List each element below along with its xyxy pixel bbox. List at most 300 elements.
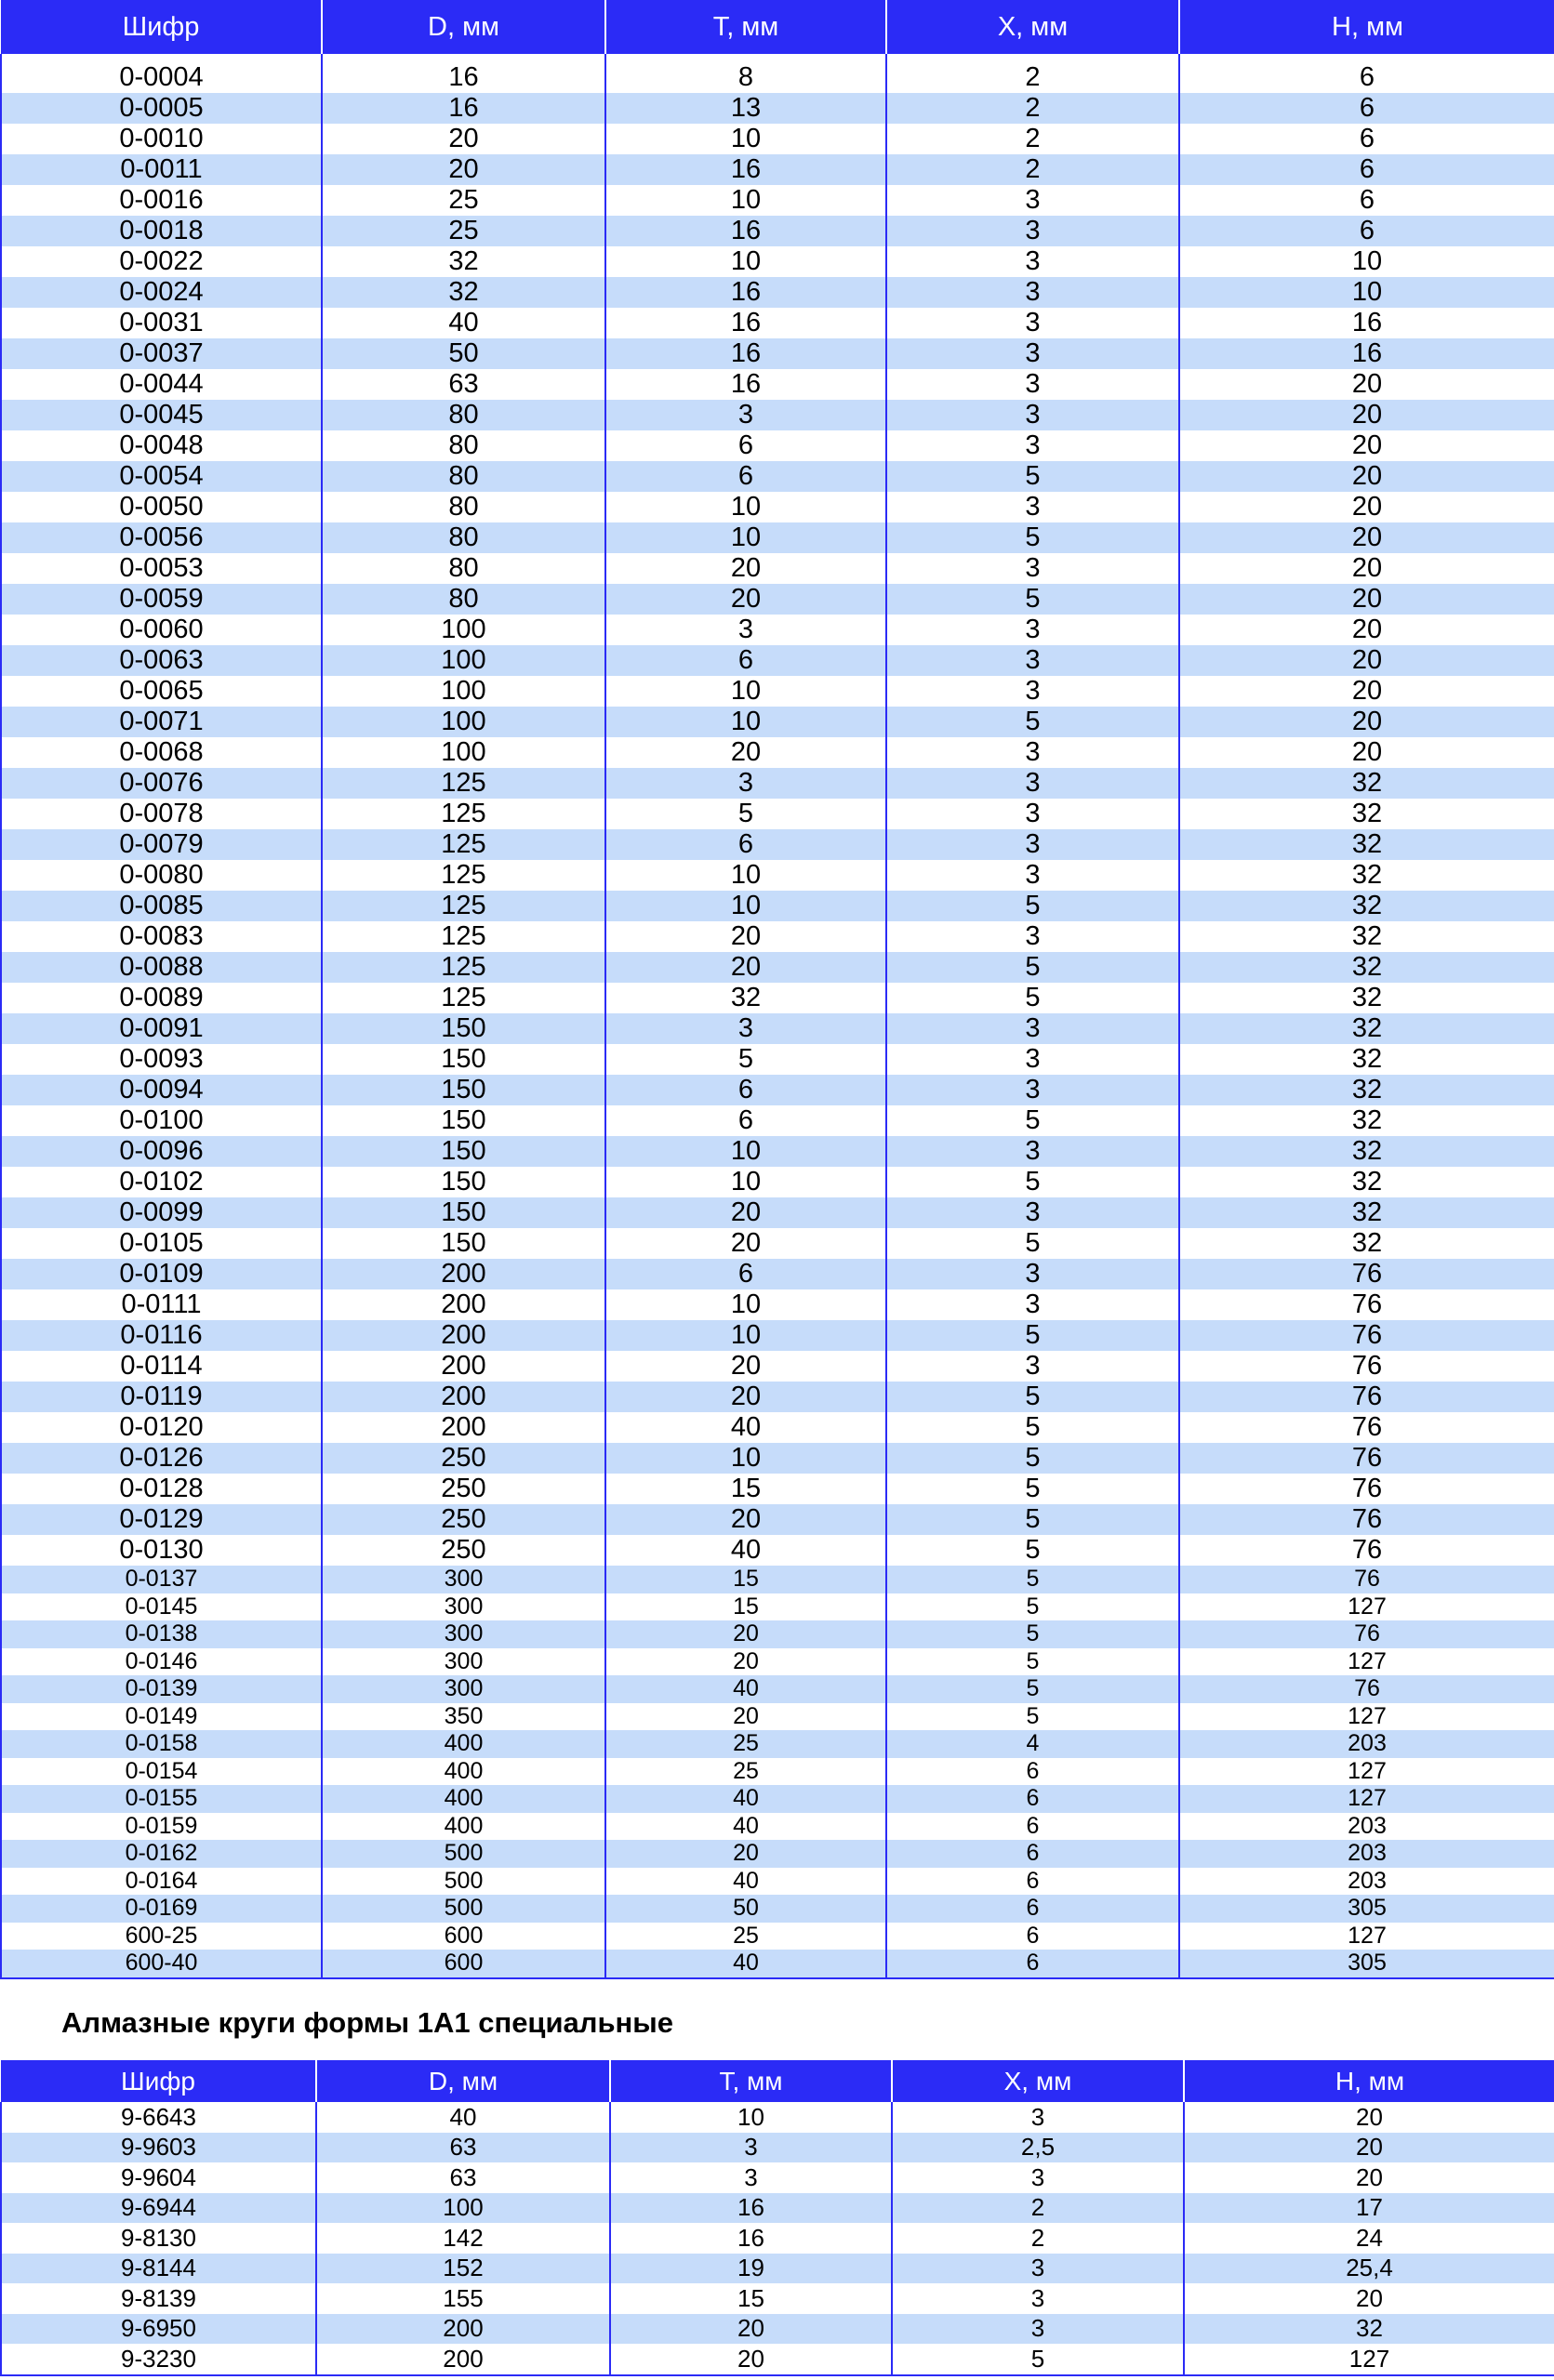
- cell-layer: 6: [886, 1868, 1179, 1896]
- table-row: [1, 1868, 1554, 1896]
- cell-hole: 6: [1179, 124, 1554, 154]
- cell-hole: 32: [1179, 860, 1554, 891]
- cell-diameter: 32: [322, 277, 605, 308]
- cell-code: 0-0093: [1, 1044, 322, 1075]
- cell-hole: 20: [1179, 461, 1554, 492]
- table-row: [1, 1648, 1554, 1676]
- cell-diameter: 150: [322, 1197, 605, 1228]
- cell-thickness: 16: [610, 2223, 892, 2254]
- cell-layer: 5: [886, 584, 1179, 615]
- cell-layer: 5: [886, 1675, 1179, 1703]
- cell-diameter: 250: [322, 1474, 605, 1504]
- cell-hole: 32: [1179, 829, 1554, 860]
- cell-layer: 3: [892, 2102, 1184, 2133]
- cell-layer: 3: [886, 1259, 1179, 1289]
- cell-hole: 16: [1179, 308, 1554, 338]
- table-row: [1, 952, 1554, 983]
- cell-thickness: 5: [605, 799, 886, 829]
- cell-diameter: 250: [322, 1504, 605, 1535]
- cell-code: 0-0016: [1, 185, 322, 216]
- cell-hole: 32: [1179, 1197, 1554, 1228]
- table-row: [1, 216, 1554, 246]
- cell-diameter: 155: [316, 2283, 610, 2314]
- cell-hole: 32: [1179, 1228, 1554, 1259]
- cell-code: 0-0088: [1, 952, 322, 983]
- cell-code: 0-0079: [1, 829, 322, 860]
- cell-layer: 5: [886, 1504, 1179, 1535]
- cell-hole: 20: [1179, 584, 1554, 615]
- table-row: [1, 2133, 1554, 2163]
- table-row: [1, 124, 1554, 154]
- cell-hole: 32: [1184, 2314, 1554, 2345]
- cell-thickness: 40: [605, 1785, 886, 1813]
- cell-diameter: 300: [322, 1593, 605, 1621]
- table-row: [1, 1167, 1554, 1197]
- cell-code: 9-9603: [1, 2133, 316, 2163]
- cell-layer: 2: [892, 2223, 1184, 2254]
- cell-layer: 5: [886, 1382, 1179, 1412]
- cell-code: 9-6950: [1, 2314, 316, 2345]
- cell-code: 0-0078: [1, 799, 322, 829]
- cell-diameter: 150: [322, 1013, 605, 1044]
- cell-hole: 17: [1184, 2193, 1554, 2224]
- table-row: [1, 1044, 1554, 1075]
- cell-thickness: 6: [605, 645, 886, 676]
- cell-thickness: 6: [605, 829, 886, 860]
- cell-code: 0-0044: [1, 369, 322, 400]
- cell-diameter: 200: [322, 1289, 605, 1320]
- cell-thickness: 10: [605, 1167, 886, 1197]
- cell-diameter: 200: [322, 1351, 605, 1382]
- cell-layer: 6: [886, 1840, 1179, 1868]
- cell-diameter: 125: [322, 891, 605, 921]
- section-title: Алмазные круги формы 1А1 специальные: [61, 2006, 673, 2039]
- cell-layer: 3: [886, 860, 1179, 891]
- cell-code: 0-0005: [1, 93, 322, 124]
- table-row: [1, 1197, 1554, 1228]
- cell-thickness: 20: [605, 952, 886, 983]
- table-row: [1, 185, 1554, 216]
- cell-layer: 2: [886, 124, 1179, 154]
- table-row: [1, 799, 1554, 829]
- table-row: [1, 2254, 1554, 2284]
- cell-code: 0-0130: [1, 1535, 322, 1566]
- cell-hole: 76: [1179, 1620, 1554, 1648]
- cell-thickness: 6: [605, 461, 886, 492]
- cell-thickness: 6: [605, 1105, 886, 1136]
- table-row: [1, 553, 1554, 584]
- spacer-cell: [322, 54, 605, 62]
- cell-diameter: 25: [322, 216, 605, 246]
- cell-diameter: 80: [322, 553, 605, 584]
- cell-hole: 20: [1179, 430, 1554, 461]
- cell-diameter: 100: [316, 2193, 610, 2224]
- column-header-layer: X, мм: [892, 2060, 1184, 2102]
- cell-hole: 32: [1179, 952, 1554, 983]
- table-row: [1, 1504, 1554, 1535]
- cell-hole: 76: [1179, 1474, 1554, 1504]
- cell-thickness: 3: [605, 615, 886, 645]
- cell-diameter: 63: [316, 2133, 610, 2163]
- cell-thickness: 40: [605, 1412, 886, 1443]
- table-row: [1, 1675, 1554, 1703]
- cell-thickness: 20: [605, 1197, 886, 1228]
- cell-thickness: 25: [605, 1923, 886, 1950]
- cell-layer: 5: [886, 1648, 1179, 1676]
- cell-thickness: 40: [605, 1675, 886, 1703]
- cell-layer: 3: [886, 308, 1179, 338]
- cell-layer: 2: [886, 154, 1179, 185]
- cell-diameter: 16: [322, 93, 605, 124]
- table-row: [1, 400, 1554, 430]
- cell-thickness: 20: [605, 921, 886, 952]
- cell-layer: 3: [886, 430, 1179, 461]
- cell-hole: 76: [1179, 1443, 1554, 1474]
- cell-code: 0-0155: [1, 1785, 322, 1813]
- table-row: [1, 369, 1554, 400]
- cell-thickness: 10: [605, 860, 886, 891]
- cell-thickness: 10: [605, 1443, 886, 1474]
- cell-hole: 20: [1179, 400, 1554, 430]
- cell-thickness: 20: [605, 1620, 886, 1648]
- table-row: [1, 1320, 1554, 1351]
- cell-hole: 305: [1179, 1895, 1554, 1923]
- column-header-thickness: T, мм: [610, 2060, 892, 2102]
- cell-diameter: 63: [322, 369, 605, 400]
- cell-layer: 5: [886, 707, 1179, 737]
- cell-hole: 20: [1184, 2133, 1554, 2163]
- table-row: [1, 338, 1554, 369]
- table-row: [1, 1730, 1554, 1758]
- cell-hole: 32: [1179, 1136, 1554, 1167]
- cell-hole: 76: [1179, 1382, 1554, 1412]
- cell-code: 0-0085: [1, 891, 322, 921]
- cell-hole: 76: [1179, 1675, 1554, 1703]
- cell-layer: 3: [886, 1013, 1179, 1044]
- cell-layer: 3: [886, 829, 1179, 860]
- cell-thickness: 20: [605, 1382, 886, 1412]
- table-row: [1, 62, 1554, 93]
- cell-thickness: 15: [605, 1474, 886, 1504]
- cell-thickness: 6: [605, 430, 886, 461]
- cell-diameter: 125: [322, 860, 605, 891]
- cell-layer: 5: [886, 1228, 1179, 1259]
- cell-code: 9-3230: [1, 2344, 316, 2375]
- cell-diameter: 40: [322, 308, 605, 338]
- cell-code: 0-0116: [1, 1320, 322, 1351]
- cell-thickness: 10: [605, 124, 886, 154]
- cell-thickness: 15: [605, 1593, 886, 1621]
- cell-layer: 2: [886, 93, 1179, 124]
- table-row: [1, 1013, 1554, 1044]
- cell-layer: 3: [892, 2254, 1184, 2284]
- cell-layer: 2: [886, 62, 1179, 93]
- cell-code: 0-0100: [1, 1105, 322, 1136]
- cell-hole: 32: [1179, 891, 1554, 921]
- cell-thickness: 10: [605, 891, 886, 921]
- cell-thickness: 40: [605, 1950, 886, 1978]
- cell-hole: 76: [1179, 1351, 1554, 1382]
- header-spacer: [1, 54, 1554, 62]
- cell-code: 0-0076: [1, 768, 322, 799]
- table-row: [1, 768, 1554, 799]
- cell-diameter: 250: [322, 1535, 605, 1566]
- cell-thickness: 6: [605, 1075, 886, 1105]
- cell-thickness: 20: [605, 1228, 886, 1259]
- table-row: [1, 1950, 1554, 1978]
- cell-code: 0-0089: [1, 983, 322, 1013]
- cell-code: 600-40: [1, 1950, 322, 1978]
- cell-code: 0-0146: [1, 1648, 322, 1676]
- cell-diameter: 125: [322, 768, 605, 799]
- cell-layer: 3: [886, 921, 1179, 952]
- cell-code: 0-0094: [1, 1075, 322, 1105]
- cell-hole: 32: [1179, 768, 1554, 799]
- cell-code: 0-0138: [1, 1620, 322, 1648]
- table-row: [1, 522, 1554, 553]
- table-row: [1, 615, 1554, 645]
- cell-thickness: 10: [605, 1136, 886, 1167]
- cell-diameter: 80: [322, 492, 605, 522]
- cell-diameter: 200: [322, 1412, 605, 1443]
- cell-layer: 3: [886, 216, 1179, 246]
- cell-code: 0-0120: [1, 1412, 322, 1443]
- cell-diameter: 150: [322, 1228, 605, 1259]
- cell-diameter: 400: [322, 1758, 605, 1786]
- cell-layer: 3: [886, 1289, 1179, 1320]
- table-row: [1, 1075, 1554, 1105]
- table-row: [1, 1289, 1554, 1320]
- cell-diameter: 500: [322, 1895, 605, 1923]
- cell-hole: 6: [1179, 216, 1554, 246]
- table-row: [1, 1840, 1554, 1868]
- cell-diameter: 16: [322, 62, 605, 93]
- cell-thickness: 10: [605, 246, 886, 277]
- table-row: [1, 1412, 1554, 1443]
- cell-code: 0-0080: [1, 860, 322, 891]
- spacer-cell: [886, 54, 1179, 62]
- cell-layer: 5: [886, 1320, 1179, 1351]
- table-row: [1, 676, 1554, 707]
- cell-code: 0-0164: [1, 1868, 322, 1896]
- cell-thickness: 19: [610, 2254, 892, 2284]
- column-header-code: Шифр: [1, 0, 322, 54]
- cell-thickness: 10: [605, 1289, 886, 1320]
- table-row: [1, 645, 1554, 676]
- cell-diameter: 125: [322, 952, 605, 983]
- cell-code: 0-0162: [1, 1840, 322, 1868]
- cell-thickness: 16: [605, 154, 886, 185]
- cell-diameter: 100: [322, 707, 605, 737]
- cell-diameter: 125: [322, 921, 605, 952]
- cell-hole: 203: [1179, 1813, 1554, 1841]
- cell-thickness: 20: [605, 1703, 886, 1731]
- cell-layer: 5: [886, 891, 1179, 921]
- cell-diameter: 80: [322, 522, 605, 553]
- table-row: [1, 983, 1554, 1013]
- table-row: [1, 1895, 1554, 1923]
- cell-hole: 20: [1179, 737, 1554, 768]
- cell-thickness: 10: [605, 185, 886, 216]
- cell-hole: 203: [1179, 1868, 1554, 1896]
- cell-hole: 10: [1179, 246, 1554, 277]
- table-row: [1, 1351, 1554, 1382]
- table-row: [1, 1259, 1554, 1289]
- cell-layer: 5: [886, 1105, 1179, 1136]
- cell-layer: 3: [886, 369, 1179, 400]
- cell-layer: 5: [886, 1474, 1179, 1504]
- cell-thickness: 13: [605, 93, 886, 124]
- table-row: [1, 2223, 1554, 2254]
- cell-layer: 2,5: [892, 2133, 1184, 2163]
- cell-layer: 5: [886, 1167, 1179, 1197]
- table-row: [1, 2283, 1554, 2314]
- cell-thickness: 20: [605, 1648, 886, 1676]
- cell-diameter: 125: [322, 799, 605, 829]
- cell-diameter: 350: [322, 1703, 605, 1731]
- cell-diameter: 200: [316, 2314, 610, 2345]
- cell-code: 9-6643: [1, 2102, 316, 2133]
- cell-diameter: 142: [316, 2223, 610, 2254]
- column-header-layer: X, мм: [886, 0, 1179, 54]
- cell-thickness: 25: [605, 1730, 886, 1758]
- cell-hole: 20: [1179, 615, 1554, 645]
- cell-diameter: 32: [322, 246, 605, 277]
- cell-hole: 32: [1179, 1013, 1554, 1044]
- table-row: [1, 492, 1554, 522]
- cell-hole: 6: [1179, 62, 1554, 93]
- cell-layer: 3: [886, 615, 1179, 645]
- table-row: [1, 93, 1554, 124]
- cell-code: 0-0010: [1, 124, 322, 154]
- table-row: [1, 1136, 1554, 1167]
- cell-thickness: 10: [605, 1320, 886, 1351]
- table-row: [1, 2102, 1554, 2133]
- cell-layer: 6: [886, 1950, 1179, 1978]
- cell-code: 0-0063: [1, 645, 322, 676]
- spacer-cell: [1, 54, 322, 62]
- cell-thickness: 20: [605, 1840, 886, 1868]
- cell-hole: 16: [1179, 338, 1554, 369]
- cell-code: 9-8144: [1, 2254, 316, 2284]
- cell-hole: 20: [1179, 707, 1554, 737]
- table-row: [1, 1813, 1554, 1841]
- cell-thickness: 10: [605, 676, 886, 707]
- cell-hole: 32: [1179, 921, 1554, 952]
- cell-code: 0-0053: [1, 553, 322, 584]
- cell-layer: 3: [892, 2314, 1184, 2345]
- cell-code: 0-0018: [1, 216, 322, 246]
- cell-layer: 5: [886, 1566, 1179, 1593]
- cell-thickness: 16: [605, 338, 886, 369]
- table-row: [1, 1566, 1554, 1593]
- cell-layer: 6: [886, 1758, 1179, 1786]
- cell-code: 0-0126: [1, 1443, 322, 1474]
- cell-layer: 3: [886, 246, 1179, 277]
- cell-hole: 127: [1179, 1648, 1554, 1676]
- cell-layer: 3: [886, 1197, 1179, 1228]
- cell-code: 0-0065: [1, 676, 322, 707]
- cell-diameter: 40: [316, 2102, 610, 2133]
- cell-layer: 3: [886, 338, 1179, 369]
- cell-thickness: 3: [605, 768, 886, 799]
- cell-hole: 32: [1179, 1167, 1554, 1197]
- cell-diameter: 150: [322, 1105, 605, 1136]
- cell-code: 0-0060: [1, 615, 322, 645]
- cell-code: 0-0114: [1, 1351, 322, 1382]
- cell-layer: 3: [892, 2283, 1184, 2314]
- cell-layer: 2: [892, 2193, 1184, 2224]
- cell-layer: 5: [886, 1620, 1179, 1648]
- cell-layer: 6: [886, 1923, 1179, 1950]
- spacer-cell: [605, 54, 886, 62]
- cell-diameter: 300: [322, 1620, 605, 1648]
- table-row: [1, 1593, 1554, 1621]
- cell-hole: 76: [1179, 1412, 1554, 1443]
- cell-code: 0-0111: [1, 1289, 322, 1320]
- cell-diameter: 300: [322, 1675, 605, 1703]
- cell-layer: 3: [886, 400, 1179, 430]
- cell-diameter: 300: [322, 1648, 605, 1676]
- cell-diameter: 100: [322, 676, 605, 707]
- cell-hole: 6: [1179, 93, 1554, 124]
- cell-hole: 32: [1179, 1044, 1554, 1075]
- cell-hole: 20: [1179, 553, 1554, 584]
- cell-code: 0-0031: [1, 308, 322, 338]
- cell-layer: 6: [886, 1785, 1179, 1813]
- cell-code: 0-0105: [1, 1228, 322, 1259]
- spacer-cell: [1179, 54, 1554, 62]
- cell-hole: 32: [1179, 799, 1554, 829]
- cell-code: 0-0099: [1, 1197, 322, 1228]
- table-row: [1, 921, 1554, 952]
- cell-code: 0-0050: [1, 492, 322, 522]
- cell-hole: 20: [1179, 492, 1554, 522]
- cell-diameter: 63: [316, 2162, 610, 2193]
- cell-hole: 32: [1179, 983, 1554, 1013]
- cell-hole: 32: [1179, 1105, 1554, 1136]
- cell-code: 9-9604: [1, 2162, 316, 2193]
- cell-diameter: 600: [322, 1950, 605, 1978]
- cell-layer: 6: [886, 1895, 1179, 1923]
- cell-code: 0-0048: [1, 430, 322, 461]
- cell-diameter: 100: [322, 737, 605, 768]
- cell-thickness: 3: [605, 400, 886, 430]
- cell-layer: 3: [886, 799, 1179, 829]
- cell-hole: 76: [1179, 1259, 1554, 1289]
- cell-hole: 20: [1184, 2162, 1554, 2193]
- table-body: [1, 54, 1554, 1978]
- cell-layer: 3: [886, 277, 1179, 308]
- cell-layer: 3: [886, 1075, 1179, 1105]
- cell-hole: 203: [1179, 1730, 1554, 1758]
- cell-diameter: 500: [322, 1868, 605, 1896]
- cell-code: 0-0154: [1, 1758, 322, 1786]
- cell-thickness: 16: [605, 369, 886, 400]
- cell-layer: 5: [886, 1703, 1179, 1731]
- column-header-hole: H, мм: [1184, 2060, 1554, 2102]
- cell-layer: 6: [886, 1813, 1179, 1841]
- cell-thickness: 40: [605, 1813, 886, 1841]
- cell-layer: 3: [886, 768, 1179, 799]
- column-header-hole: H, мм: [1179, 0, 1554, 54]
- cell-diameter: 80: [322, 400, 605, 430]
- table-header-row: [1, 0, 1554, 54]
- cell-thickness: 10: [605, 492, 886, 522]
- cell-thickness: 5: [605, 1044, 886, 1075]
- cell-diameter: 600: [322, 1923, 605, 1950]
- cell-layer: 5: [886, 522, 1179, 553]
